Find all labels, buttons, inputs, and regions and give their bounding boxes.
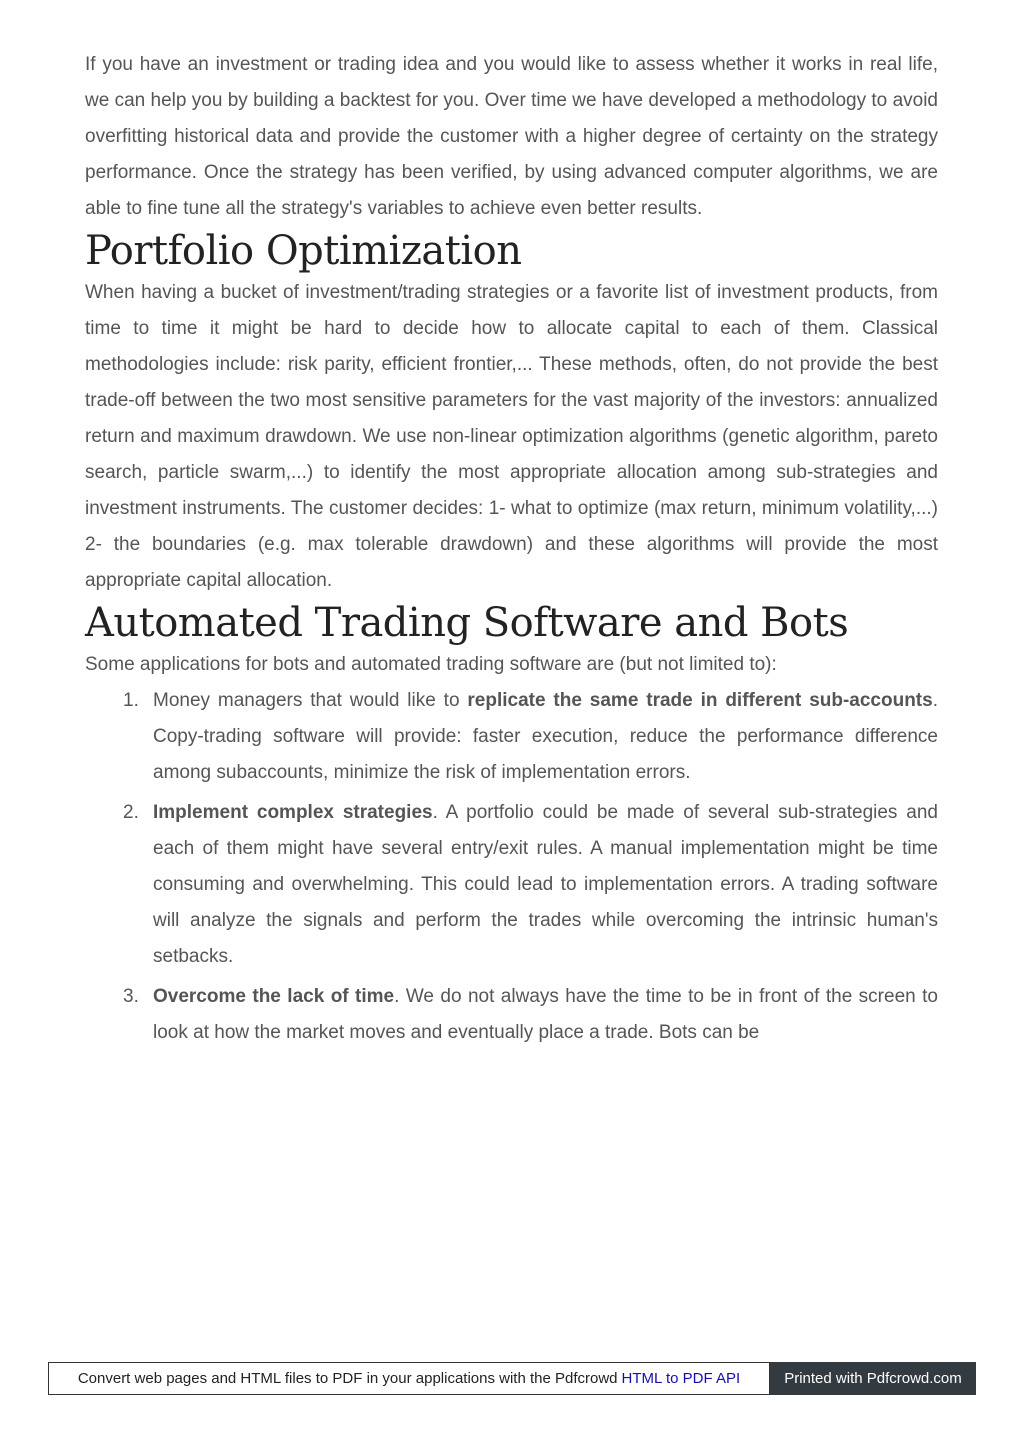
list-item-text-after: . We do not always have the time to be in front of the screen to look at how the market moves and eventually place a trade. Bots can be	[153, 986, 938, 1043]
automated-trading-intro: Some applications for bots and automated trading software are (but not limited to):	[85, 654, 777, 675]
list-item	[85, 795, 938, 975]
list-item-number: 1.	[123, 690, 139, 711]
list-item-emphasis: replicate the same trade in different sub-accounts	[467, 690, 933, 711]
list-item-number: 2.	[123, 802, 139, 823]
list-item-emphasis: Overcome the lack of time	[153, 986, 395, 1007]
pdfcrowd-footer	[48, 1362, 976, 1395]
list-item	[85, 979, 938, 1051]
portfolio-optimization-heading: Portfolio Optimization	[85, 228, 522, 274]
list-item-text-before: Money managers that would like to	[153, 690, 468, 711]
applications-list	[85, 683, 938, 1051]
list-item-number: 3.	[123, 986, 139, 1007]
document-body	[85, 47, 938, 1055]
intro-paragraph: If you have an investment or trading idea and you would like to assess whether it works in real life, we can help you by building a backtest for you. Over time we have developed a methodology to avoid overfitting historical data and provide the customer with a higher degree of certainty on the strategy performance. Once the strategy has been verified, by using advanced computer algorithms, we are able to fine tune all the strategy's variables to achieve even better results.	[85, 54, 938, 219]
list-item	[85, 683, 938, 791]
list-item-emphasis: Implement complex strategies	[153, 802, 433, 823]
printed-with-badge[interactable]: Printed with Pdfcrowd.com	[770, 1362, 976, 1395]
portfolio-optimization-paragraph: When having a bucket of investment/trading strategies or a favorite list of investment products, from time to time it might be hard to decide how to allocate capital to each of them. Classical methodologies include: risk parity, efficient frontier,... These methods, often, do not provide the best trade-off between the two most sensitive parameters for the vast majority of the investors: annualized return and maximum drawdown. We use non-linear optimization algorithms (genetic algorithm, pareto search, particle swarm,...) to identify the most appropriate allocation among sub-strategies and investment instruments. The customer decides: 1- what to optimize (max return, minimum volatility,...) 2- the boundaries (e.g. max tolerable drawdown) and these algorithms will provide the most appropriate capital allocation.	[85, 282, 938, 591]
list-item-text-after: . A portfolio could be made of several sub-strategies and each of them might have several entry/exit rules. A manual implementation might be time consuming and overwhelming. This could lead to implementation errors. A trading software will analyze the signals and perform the trades while overcoming the intrinsic human's setbacks.	[153, 802, 938, 967]
html-to-pdf-api-link[interactable]: HTML to PDF API	[621, 1370, 741, 1387]
footer-promo	[48, 1362, 770, 1395]
footer-promo-text: Convert web pages and HTML files to PDF in your applications with the Pdfcrowd	[77, 1370, 618, 1387]
automated-trading-heading: Automated Trading Software and Bots	[85, 600, 849, 646]
list-item-text-after: . Copy-trading software will provide: faster execution, reduce the performance difference among subaccounts, minimize the risk of implementation errors.	[153, 690, 938, 783]
